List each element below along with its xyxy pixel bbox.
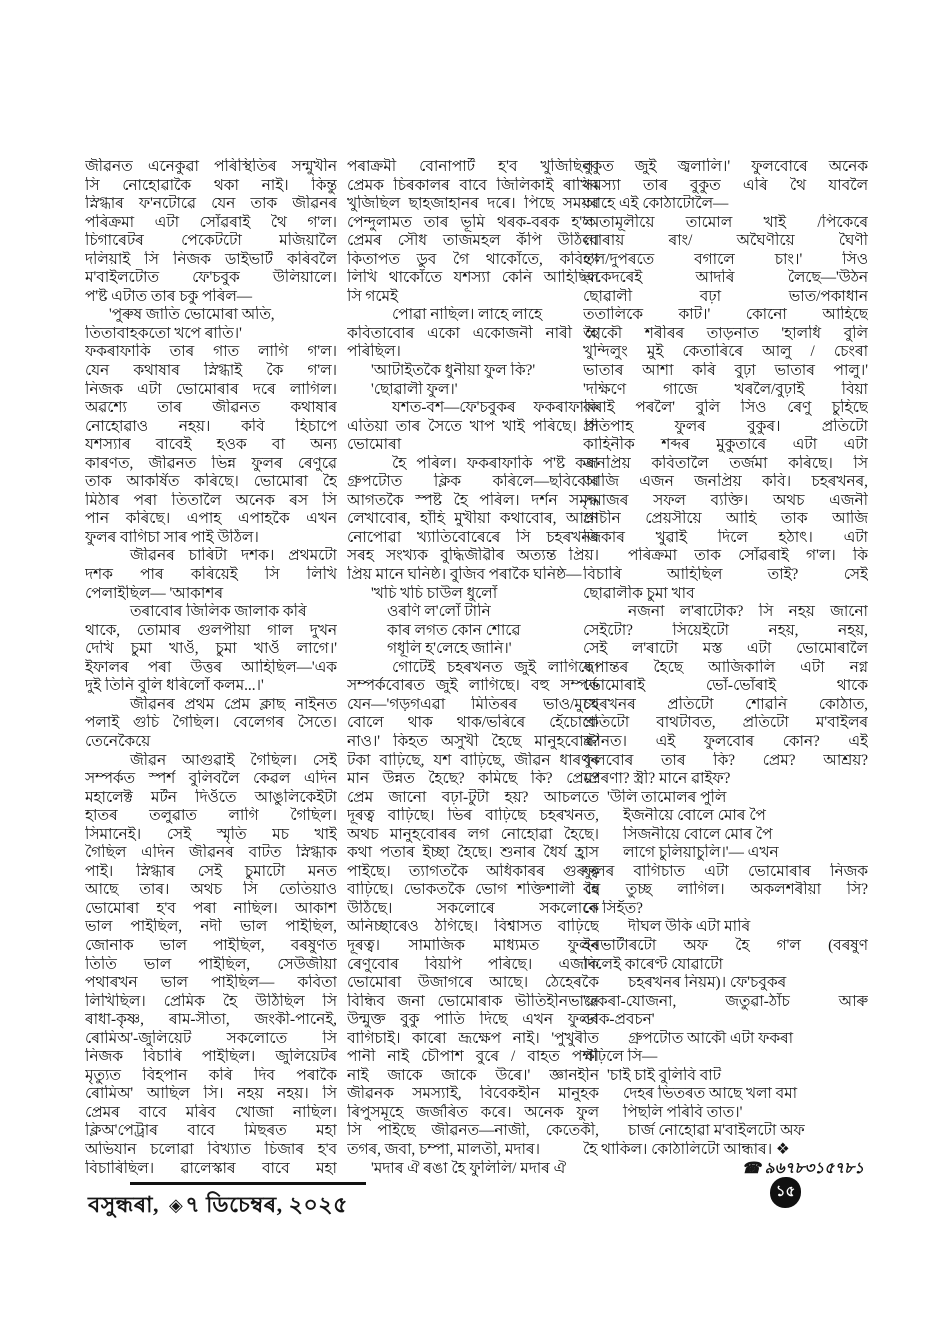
text-line: প্ৰতিপাহ ফুলৰ বুকুৰ। প্ৰতিটো <box>583 417 868 435</box>
text-line: জীৱনৰ চাৰিটা দশক। প্ৰথমটো <box>130 547 337 565</box>
text-line: তিতি ভাল পাইছিল, সেউজীয়া <box>85 955 337 973</box>
text-line: সেইটো? সিয়েইটো নহয়, নহয়, <box>583 621 868 639</box>
text-line: প্ৰিয় মানে ঘনিষ্ঠ। বুজিব পৰাকৈ ঘনিষ্ঠ— <box>347 566 582 584</box>
text-line: চাৰ্জ নোহোৱা ম'বাইলটো অফ <box>628 1122 805 1140</box>
text-line: আছে তাৰ। অথচ সি তেতিয়াও <box>85 881 337 899</box>
text-line: গ্ৰুপটোত আকৌ এটা ফকৰা <box>628 1029 794 1047</box>
issue-date: ৭ ডিচেম্বৰ, ২০২৫ <box>185 1192 348 1217</box>
text-line: দূৰত্ব বাঢ়িছে। ভিৰ বাঢ়িছে চহৰখনত, <box>347 807 599 825</box>
text-line: মহালেক্ট মৰ্টন দিওঁতে আঙুলিকেইটা <box>85 788 337 806</box>
text-line: কৰাই পৰলৈ' বুলি সিও ৰেণু চুহিছে <box>583 399 868 417</box>
text-line: খুজিছিল ছাহজাহানৰ দৰে। পিছে সময়ৰ <box>347 195 599 213</box>
text-line: ভোমোৰাই ভোঁ-ভোঁৰাই থাকে <box>583 677 868 695</box>
text-line: উঠিছে। সকলোৰে সকলোকে <box>347 899 599 917</box>
text-line: কিতাপত ডুব গৈ থাকোঁতে, কবিতা <box>347 250 599 268</box>
text-line: ওৰণি ল'লোঁ টানি <box>387 603 491 621</box>
text-line: তগৰ, জবা, চম্পা, মালতী, মদাৰ। <box>347 1140 540 1158</box>
text-line: হৈ পৰিল। ফকৰাফাকি প'ষ্ট কৰা <box>392 454 599 472</box>
text-line: ফুলৰ বাগিচাত এটা ভোমোৰাৰ নিজক <box>583 862 868 880</box>
text-line: প্ৰেম জানো বঢ়া-টুটা হয়? আচলতে <box>347 788 599 806</box>
text-line: ছোৱালী বঢ়া ভাত/পকাধান <box>583 287 868 305</box>
text-line: চিগাৰেটৰ পেকেটটো মজিয়ালৈ <box>85 232 337 250</box>
text-line: বৰ তুচ্ছ লাগিল। অকলশৰীয়া সি? <box>583 881 868 899</box>
text-line: লিখিছিল। প্ৰেমিক হৈ উঠিছিল সি <box>85 992 337 1010</box>
text-line: পান কৰিছে। এপাহ এপাহকৈ এখন <box>85 510 337 528</box>
text-line: থাকে, তোমাৰ গুলপীয়া গাল দুখন <box>85 621 337 639</box>
text-line: নোপোৱা খ্যাতিবোৰেৰে সি চহৰখনৰ <box>347 528 599 546</box>
text-line: প্ৰেৰণা? স্ত্ৰী? মানে ৱাইফ? <box>583 770 731 788</box>
text-line: কবিতাবোৰ একো একোজনী নাৰী হৈ <box>347 324 599 342</box>
text-line: কাহিনীক শব্দৰ মুকুতাৰে এটা এটা <box>583 436 868 454</box>
text-line: গ্ৰুপটোত ক্লিক কৰিলে—ছবিবোৰ <box>347 473 599 491</box>
text-line: পেলাইছিল— 'আকাশৰ <box>85 584 223 602</box>
text-line: ৰোমিঅ'-জুলিয়েট সকলোতে সি <box>85 1029 337 1047</box>
text-line: অৱশ্যে তাৰ জীৱনত কথাষাৰ <box>85 399 337 417</box>
text-line: অথচ মানুহবোৰৰ লগ নোহোৱা হৈছে। <box>347 825 599 843</box>
text-line: 'ফকৰা-যোজনা, জতুৱা-ঠাঁচ আৰু <box>583 992 868 1010</box>
text-column-3 <box>583 158 868 1178</box>
text-line: বুকুত জুই জ্বলালি।' ফুলবোৰে অনেক <box>583 158 868 175</box>
text-line: ইফালৰ পৰা উত্তৰ আহিছিল—'এক <box>85 658 337 676</box>
text-line: উন্মুক্ত বুকু পাতি দিছে এখন ফুলৰ <box>347 1011 599 1029</box>
text-line: পানী নাই চৌপাশ বুৰে / বাহত পক্ষী <box>347 1048 599 1066</box>
text-line: কাৰণত, জীৱনত ভিন্ন ফুলৰ ৰেণুৱে <box>85 454 337 472</box>
text-line: 'উলি তামোলৰ পুলি <box>607 788 727 806</box>
text-line: ইনভাৰ্টাৰটো অফ হৈ গ'ল (বৰষুণ <box>583 936 868 954</box>
text-line: পেন্দুলামত তাৰ ভূমি থৰক-বৰক হ'ল। <box>347 213 599 231</box>
text-line: দলিয়াই সি নিজক ডাইভাৰ্ট কৰিবলৈ <box>85 250 337 268</box>
text-line: নে সিহঁত? <box>583 899 643 917</box>
text-line: 'মদাৰ ঐ ৰঙা হৈ ফুলিলি/ মদাৰ ঐ <box>371 1159 566 1177</box>
text-line: বিচাৰি আহিছিল তাই? সেই <box>583 566 868 584</box>
text-line: বাগিচাই। কাৰো ভ্ৰূক্ষেপ নাই। 'পুখুৰীত <box>347 1029 599 1047</box>
text-line: জীৱন আগুৱাই গৈছিল। সেই <box>130 751 337 769</box>
text-line: ৰেণুবোৰ বিয়পি পৰিছে। এজাক <box>347 955 599 973</box>
text-line: এতিয়া তাৰ সৈতে খাপ খাই পৰিছে। সি <box>347 417 599 435</box>
text-line: সমাজৰ সফল ব্যক্তি। অথচ এজনী <box>583 491 868 509</box>
text-line: আহে এই কোঠাটোলৈ— <box>583 195 729 213</box>
text-line: পৰিক্ৰমা এটা সোঁৱৰাই থৈ গ'ল। <box>85 213 337 231</box>
text-line: বিন্ধিব জনা ভোমোৰাক ভীতিহীনভাৱে <box>347 992 599 1010</box>
text-line: ফুলৰ বাগিচা সাৰ পাই উঠিল। <box>85 528 259 546</box>
text-line: প্ৰেমৰ সৌধ তাজমহল কঁপি উঠিল। <box>347 232 599 250</box>
text-column-1 <box>85 158 337 1178</box>
text-line: যশস্যাৰ বাবেই হওক বা অন্য <box>85 436 337 454</box>
text-line: 'চাই চাই বুলিবি বাট <box>607 1066 721 1084</box>
text-line: ☎ ৯৬৭৮৩১৫৭৮১ <box>741 1159 864 1177</box>
text-line: স্নিগ্ধাৰ ফ'নটোৱে যেন তাক জীৱনৰ <box>85 195 337 213</box>
text-line: সি পাইছে জীৱনত—নাজী, কেতেকী, <box>347 1122 599 1140</box>
text-line: পাই। স্নিগ্ধাৰ সেই চুমাটো মনত <box>85 862 337 880</box>
text-line: ফকৰাফাকি তাৰ গাত লাগি গ'ল। <box>85 343 337 361</box>
text-line: চহৰখনৰ প্ৰতিটো শোৱনি কোঠাত, <box>583 695 868 713</box>
text-line: নিজক বিচাৰি পাইছিল। জুলিয়েটৰ <box>85 1048 337 1066</box>
text-line: 'দক্ষিণে গাজে খৰলৈ/বুঢ়াই বিয়া <box>583 380 868 398</box>
text-line: টকা বাঢ়িছে, যশ বাঢ়িছে, জীৱন ধাৰণৰ <box>347 751 599 769</box>
text-line: ভাল পাইছিল, নদী ভাল পাইছিল, <box>85 918 337 936</box>
text-line: আকৌ শৰীৰৰ তাড়নাত 'হালধি বুলি <box>583 324 868 342</box>
text-line: চহৰখনৰ নিয়ম)। ফে'চবুকৰ <box>628 974 787 992</box>
page-number-badge <box>770 1177 801 1208</box>
text-line: খুন্দিলুং মুই কেতাৰিৰে আলু / চেংৰা <box>583 343 868 361</box>
text-line: দীঘল উকি এটা মাৰি <box>628 918 751 936</box>
text-line: অভিযান চলোৱা বিখ্যাত চিজাৰ হ'ব <box>85 1140 337 1158</box>
text-line: নোহোৱাও নহয়। কবি হিচাপে <box>85 417 337 435</box>
text-line: সিজনীয়ে বোলে মোৰ পৈ <box>623 825 773 843</box>
text-line: জনপ্ৰিয় কবিতালৈ তৰ্জমা কৰিছে। সি <box>583 454 868 472</box>
text-line: দেখি চুমা খাওঁ, চুমা খাওঁ লাগে।' <box>85 640 337 658</box>
text-line: পৰিছিল। <box>347 343 401 361</box>
text-line: পলাই গুচি গৈছিল। বেলেগৰ সৈতে। <box>85 714 337 732</box>
text-line: যেন কথাষাৰ স্নিগ্ধাই কৈ গ'ল। <box>85 362 337 380</box>
text-line: মান উন্নত হৈছে? কমিছে কি? প্ৰেম? <box>347 770 599 788</box>
text-line: ডাক-প্ৰবচন' <box>583 1011 655 1029</box>
text-line: ভোমোৰা হ'ব পৰা নাছিল। আকাশ <box>85 899 337 917</box>
text-line: মৃত্যুত বিহপান কৰি দিব পৰাকৈ <box>85 1066 337 1084</box>
text-line: সমস্যা তাৰ বুকুত এৰি থৈ যাবলৈ <box>583 176 868 194</box>
text-line: বিচাৰিছিল। ৱালেস্কাৰ বাবে মহা <box>85 1159 337 1177</box>
text-line: ভোমোৰা উজাগৰে আছে। ঠেহেৰকৈ <box>347 974 599 992</box>
text-line: একেদৰেই আদৰি লৈছে—'উঠন <box>583 269 868 287</box>
text-line: ম'বাইলটোত ফে'চবুক উলিয়ালে। <box>85 269 337 287</box>
text-line: যশত-বশ—ফে'চবুকৰ ফকৰাফাকি <box>392 399 599 417</box>
text-line: সম্পৰ্কত স্পৰ্শ বুলিবলৈ কেৱল এদিন <box>85 770 337 788</box>
text-line: পোৱা নাছিল। লাহে লাহে <box>392 306 543 324</box>
text-line: ক্লিঅ'পেট্ৰাৰ বাবে মিছৰত মহা <box>85 1122 337 1140</box>
text-line: 'ছোৱালী ফুল।' <box>371 380 458 398</box>
text-line: বোৰায় ৰাং/ অঘৈণীয়ে ঘৈণী <box>583 232 868 250</box>
text-line: পৰাক্ৰমী বোনাপাৰ্ট হ'ব খুজিছিল। <box>347 158 599 175</box>
text-line: নিজক এটা ভোমোৰাৰ দৰে লাগিল। <box>85 380 337 398</box>
text-line: নজনা ল'ৰাটোক? সি নহয় জানো <box>628 603 868 621</box>
text-line: দশক পাৰ কৰিয়েই সি লিখি <box>85 566 337 584</box>
text-line: সিমানেই। সেই স্মৃতি মচ খাই <box>85 825 337 843</box>
text-line: গধূলি হ'লেহে জানি।' <box>387 640 512 658</box>
text-line: জোনাক ভাল পাইছিল, বৰষুণত <box>85 936 337 954</box>
text-line: নাও।' কিহত অসুখী হৈছে মানুহবোৰ? <box>347 732 599 750</box>
text-line: কাৰ লগত কোন শোৱে <box>387 621 521 639</box>
text-line: ৰূপান্তৰ হৈছে আজিকালি এটা নগ্ন <box>583 658 868 676</box>
text-column-2 <box>347 158 599 1178</box>
text-line: দেহৰ ভিতৰত আছে খলা বমা <box>623 1085 798 1103</box>
text-line: ততালিকে কাট।' কোনো আহিছে <box>583 306 868 324</box>
text-line: তৰাবোৰ জিলিক জালাক কৰি <box>130 603 307 621</box>
text-line: লিখি থাকোঁতে যশস্যা কেনি আহিছিল <box>347 269 599 287</box>
text-line: তাক আকৰ্ষিত কৰিছে। ভোমোৰা হৈ <box>85 473 337 491</box>
text-line: ভোমোৰা <box>347 436 402 454</box>
text-line: ৰিপুসমূহে জৰ্জৰিত কৰে। অনেক ফুল <box>347 1103 599 1121</box>
text-line: 'খচি খচি চাউল ধুলোঁ <box>371 584 498 602</box>
text-line: স্ক্ৰীনত। এই ফুলবোৰ কোন? এই <box>583 732 868 750</box>
footer-rule <box>130 1182 366 1185</box>
text-line: নাই জাকে জাকে উৰে।' জ্ঞানহীন <box>347 1066 599 1084</box>
text-line: গোটেই চহৰখনত জুই লাগিছে। <box>392 658 599 676</box>
text-line: অনিচ্ছাৰেও ঠগিছে। বিশ্বাসত বাঢ়িছে <box>347 918 599 936</box>
text-line: দুই তিনি বুলি ধৰিলোঁ কলম...।' <box>85 677 264 695</box>
text-line: হ'ল/দুপৰতে বগালে চাং।' সিও <box>583 250 868 268</box>
text-line: তিতাবাহকতো খপে ৰাতি।' <box>85 324 242 342</box>
text-line: পঢ়িলে সি— <box>583 1048 658 1066</box>
page-number: ১৫ <box>775 1184 796 1200</box>
text-line: বোলে থাক থাক/ভৰিৰে হেঁচোকে <box>347 714 599 732</box>
text-line: মিঠাৰ পৰা তিতালৈ অনেক ৰস সি <box>85 491 337 509</box>
text-line: পিছলি পৰিবি তাত।' <box>623 1103 743 1121</box>
text-line: জীৱনৰ প্ৰথম প্ৰেম ক্লাছ নাইনত <box>130 695 337 713</box>
text-line: লেখাবোৰ, হাঁহি মুখীয়া কথাবোৰ, আনে <box>347 510 599 528</box>
text-line: প্ৰাচীন প্ৰেয়সীয়ে আহি তাক আজি <box>583 510 868 528</box>
text-line: পাইছে। ত্যাগতকৈ অধিকাৰৰ গুৰুত্ব <box>347 862 599 880</box>
text-line: যেন—'গড়গএৱা মিতিৰৰ ভাও/মুখে <box>347 695 599 713</box>
text-line: ফুলবোৰ তাৰ কি? প্ৰেম? আশ্ৰয়? <box>583 751 868 769</box>
text-line: 'আটাইতকৈ ধুনীয়া ফুল কি?' <box>371 362 536 380</box>
text-line: 'অতামূলীয়ে তামোল খাই /পিকেৰে <box>583 213 868 231</box>
text-line: জিকাৰ খুৱাই দিলে হঠাৎ। এটা <box>583 528 868 546</box>
text-line: ৰোমিঅ' আছিল সি। নহয় নহয়। সি <box>85 1085 337 1103</box>
text-line: তেনেকৈয়ে <box>85 732 151 750</box>
text-line: ৰাধা-কৃষ্ণ, ৰাম-সীতা, জংকী-পানেই, <box>85 1011 337 1029</box>
masthead: বসুন্ধৰা, <box>88 1192 159 1217</box>
text-line: আজি এজন জনপ্ৰিয় কবি। চহৰখনৰ, <box>583 473 868 491</box>
text-line: সৰহ সংখ্যক বুদ্ধিজীৱীৰ অত্যন্ত প্ৰিয়। <box>347 547 599 565</box>
text-line: আগতকৈ স্পষ্ট হৈ পৰিল। দৰ্শন সমৃদ্ধ <box>347 491 599 509</box>
text-line: গৈছিল এদিন জীৱনৰ বাটত স্নিগ্ধাক <box>85 844 337 862</box>
text-line: জীৱনত এনেকুৱা পৰিস্থিতিৰ সন্মুখীন <box>85 158 337 175</box>
text-line: ইজনীয়ে বোলে মোৰ পৈ <box>623 807 766 825</box>
text-line: প'ষ্ট এটাত তাৰ চকু পৰিল— <box>85 287 253 305</box>
text-line: সেই ল'ৰাটো মস্ত এটা ভোমোৰালৈ <box>583 640 868 658</box>
text-line: দূৰত্ব। সামাজিক মাধ্যমত ফুলৰ <box>347 936 599 954</box>
text-line: হাতৰ তলুৱাত লাগি গৈছিল। <box>85 807 337 825</box>
text-line: হৈ থাকিল। কোঠালিটো আন্ধাৰ। ❖ <box>583 1140 790 1158</box>
text-line: ভাতাৰ আশা কৰি বুঢ়া ভাতাৰ পালু।' <box>583 362 868 380</box>
text-line: প্ৰতিটো বাথটাবত, প্ৰতিটো ম'বাইলৰ <box>583 714 868 732</box>
text-line: সি নোহোৱাকৈ থকা নাই। কিন্তু <box>85 176 337 194</box>
page-footer <box>88 1188 348 1225</box>
text-line: প্ৰেমক চিৰকালৰ বাবে জিলিকাই ৰাখিব <box>347 176 599 194</box>
text-line: লাগে চুলিয়াচুলি।'— এখন <box>623 844 779 862</box>
text-line: সম্পৰ্কবোৰত জুই লাগিছে। বহু সম্পৰ্ক <box>347 677 599 695</box>
text-line: বাঢ়িছে। ভোকতকৈ ভোগ শক্তিশালী হৈ <box>347 881 599 899</box>
text-line: 'পুৰুষ জাতি ভোমোৰা অতি, <box>109 306 275 324</box>
text-line: দিলেই কাৰেণ্ট যোৱাটো <box>583 955 723 973</box>
diamond-ornament-icon: ◈ <box>168 1195 184 1215</box>
text-line: কথা পতাৰ ইচ্ছা হৈছে। শুনাৰ ধৈৰ্য হ্ৰাস <box>347 844 599 862</box>
text-line: সি গমেই <box>347 287 398 305</box>
text-line: পৰিক্ৰমা তাক সোঁৱৰাই গ'ল। কি <box>628 547 868 565</box>
text-line: জীৱনক সমস্যাই, বিবেকহীন মানুহক <box>347 1085 599 1103</box>
text-line: প্ৰেমৰ বাবে মৰিব খোজা নাছিল। <box>85 1103 337 1121</box>
text-line: ছোৱালীক চুমা খাব <box>583 584 695 602</box>
text-line: পথাৰখন ভাল পাইছিল— কবিতা <box>85 974 337 992</box>
